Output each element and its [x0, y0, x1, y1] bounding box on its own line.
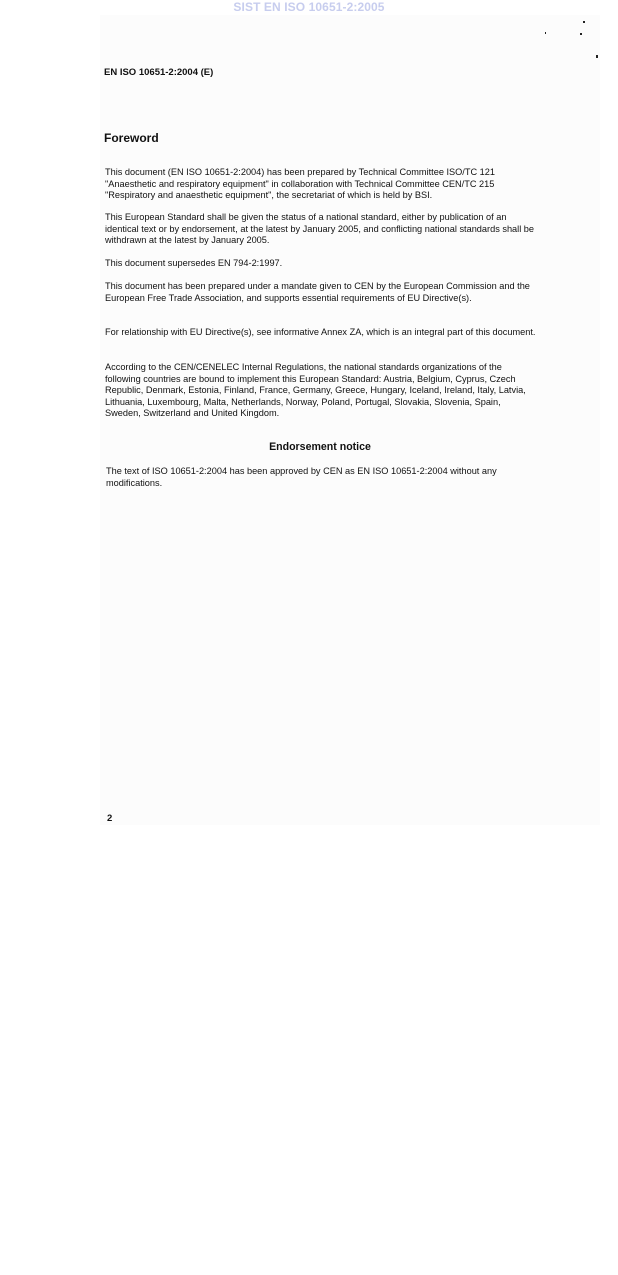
scan-speck	[596, 55, 598, 58]
foreword-paragraph: According to the CEN/CENELEC Internal Regulations, the national standards organizations of the following countries are bound to implement this European Standard: Austria, Belgium, Cyprus, Czech Republic, Denmark, Estonia, Finland, France, Germany, Greece, Hungary, Iceland, Ireland, Italy, Latvia, Lithuania, Luxembourg, Malta, Netherlands, Norway, Poland, Portugal, Slovakia, Slovenia, Spain, Sweden, Switzerland and United Kingdom.	[105, 362, 526, 419]
foreword-paragraph: For relationship with EU Directive(s), see informative Annex ZA, which is an integral part of this document.	[105, 327, 536, 337]
page-number: 2	[107, 813, 113, 824]
scan-speck	[545, 32, 546, 34]
foreword-paragraph: This European Standard shall be given the status of a national standard, either by publication of an identical text or by endorsement, at the latest by January 2005, and conflicting national standards shall be withdrawn at the latest by January 2005.	[105, 212, 535, 246]
foreword-paragraph: This document has been prepared under a mandate given to CEN by the European Commission and the European Free Trade Association, and supports essential requirements of EU Directive(s).	[105, 281, 530, 303]
scan-speck	[583, 21, 585, 23]
document-page	[100, 15, 600, 825]
document-code: EN ISO 10651-2:2004 (E)	[104, 67, 214, 78]
foreword-paragraph: This document supersedes EN 794-2:1997.	[105, 258, 283, 268]
foreword-paragraph: This document (EN ISO 10651-2:2004) has been prepared by Technical Committee ISO/TC 121 "Anaesthetic and respiratory equipment" in collaboration with Technical Committee CEN/TC 215 "Respiratory and anaesthetic equipment", the secretariat of which is held by BSI.	[105, 167, 495, 201]
foreword-heading: Foreword	[104, 131, 159, 145]
watermark: SIST EN ISO 10651-2:2005	[233, 0, 385, 14]
scan-speck	[580, 33, 582, 35]
endorsement-text: The text of ISO 10651-2:2004 has been approved by CEN as EN ISO 10651-2:2004 without any modifications.	[106, 466, 497, 488]
endorsement-heading: Endorsement notice	[269, 441, 371, 453]
